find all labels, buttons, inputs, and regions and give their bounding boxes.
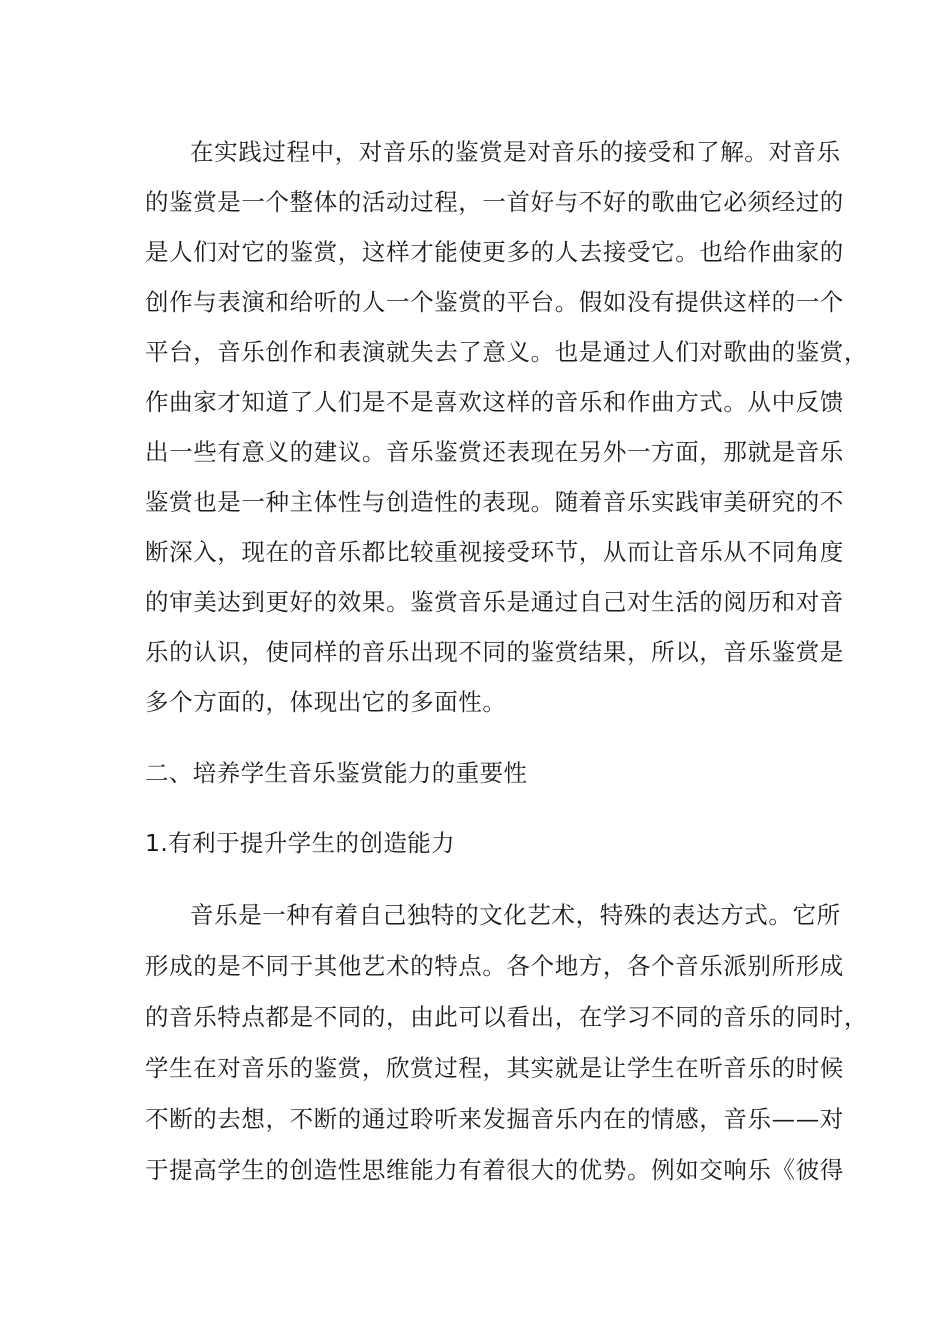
paragraph-1-line: 的鉴赏是一个整体的活动过程，一首好与不好的歌曲它必须经过的 xyxy=(145,188,844,216)
paragraph-1-line: 出一些有意义的建议。音乐鉴赏还表现在另外一方面，那就是音乐 xyxy=(145,438,844,466)
paragraph-1-line: 多个方面的，体现出它的多面性。 xyxy=(145,688,507,716)
paragraph-2-line: 不断的去想，不断的通过聆听来发掘音乐内在的情感，音乐——对 xyxy=(145,1105,844,1133)
paragraph-2-line: 形成的是不同于其他艺术的特点。各个地方，各个音乐派别所形成 xyxy=(145,952,844,980)
paragraph-1-line: 创作与表演和给听的人一个鉴赏的平台。假如没有提供这样的一个 xyxy=(145,288,844,316)
paragraph-2-line: 的音乐特点都是不同的，由此可以看出，在学习不同的音乐的同时， xyxy=(145,1003,868,1031)
paragraph-1-line: 的审美达到更好的效果。鉴赏音乐是通过自己对生活的阅历和对音 xyxy=(145,588,844,616)
paragraph-1-line: 作曲家才知道了人们是不是喜欢这样的音乐和作曲方式。从中反馈 xyxy=(145,388,844,416)
paragraph-2-line: 学生在对音乐的鉴赏，欣赏过程，其实就是让学生在听音乐的时候 xyxy=(145,1054,844,1082)
paragraph-1-line: 鉴赏也是一种主体性与创造性的表现。随着音乐实践审美研究的不 xyxy=(145,488,844,516)
paragraph-1-line: 在实践过程中，对音乐的鉴赏是对音乐的接受和了解。对音乐 xyxy=(190,138,841,166)
subsection-heading: 1.有利于提升学生的创造能力 xyxy=(145,829,456,857)
paragraph-2-line: 音乐是一种有着自己独特的文化艺术，特殊的表达方式。它所 xyxy=(190,901,841,929)
paragraph-2-line: 于提高学生的创造性思维能力有着很大的优势。例如交响乐《彼得 xyxy=(145,1156,844,1184)
paragraph-1-line: 是人们对它的鉴赏，这样才能使更多的人去接受它。也给作曲家的 xyxy=(145,238,844,266)
paragraph-1-line: 平台，音乐创作和表演就失去了意义。也是通过人们对歌曲的鉴赏， xyxy=(145,338,868,366)
paragraph-1-line: 断深入，现在的音乐都比较重视接受环节，从而让音乐从不同角度 xyxy=(145,538,844,566)
paragraph-1-line: 乐的认识，使同样的音乐出现不同的鉴赏结果，所以，音乐鉴赏是 xyxy=(145,638,844,666)
section-heading: 二、培养学生音乐鉴赏能力的重要性 xyxy=(145,759,528,787)
